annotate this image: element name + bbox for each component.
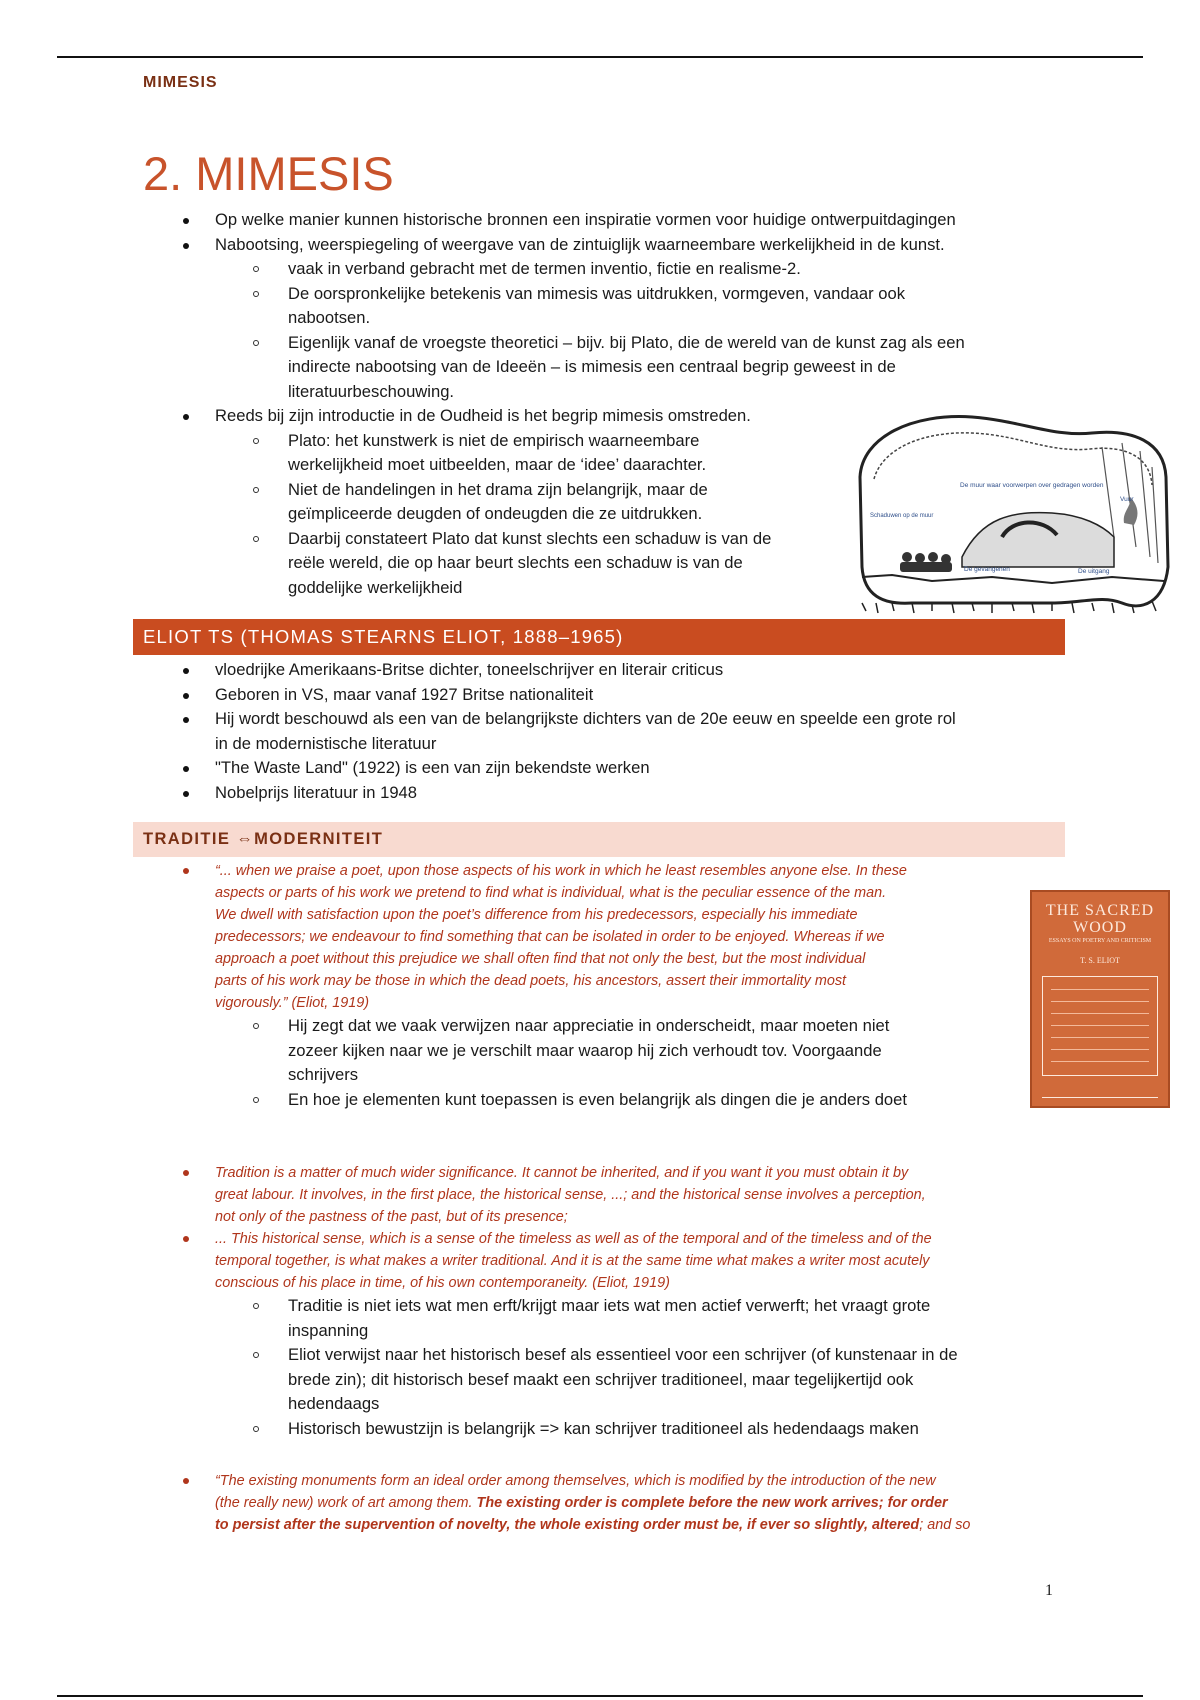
bullet-icon <box>183 243 189 249</box>
bullet-icon <box>183 1478 189 1484</box>
cave-label-wall: De muur waar voorwerpen over gedragen worden <box>960 482 1104 489</box>
cave-label-fire: Vuur <box>1120 496 1134 503</box>
traditie-quote-4-block <box>0 1470 1200 1536</box>
traditie-section-heading: TRADITIE ⇔MODERNITEIT <box>133 822 1065 857</box>
bullet-icon <box>183 414 189 420</box>
sub-list-item: Eigenlijk vanaf de vroegste theoretici – bijv. bij Plato, die de wereld van de kunst zag als een indirecte nabootsing van de Ideeën – is mimesis een centraal begrip geweest in de literatuurbeschouwing. <box>0 331 1200 405</box>
sub-list-item: Hij zegt dat we vaak verwijzen naar appreciatie in onderscheidt, maar moeten niet zozeer kijken naar we je verschilt maar waarop hij zich verhoudt tov. Voorgaande schrijvers <box>0 1014 1200 1088</box>
bullet-icon <box>183 1236 189 1242</box>
sub-list-item: Traditie is niet iets wat men erft/krijgt maar iets wat men actief verwerft; het vraagt grote inspanning <box>0 1294 1200 1343</box>
sub-list-item: En hoe je elementen kunt toepassen is even belangrijk als dingen die je anders doet <box>0 1088 1200 1113</box>
page-number: 1 <box>1045 1582 1053 1599</box>
running-header: MIMESIS <box>143 74 218 91</box>
sub-list-item: Niet de handelingen in het drama zijn belangrijk, maar de geïmpliceerde deugden of ondeugden die ze uitdrukken. <box>0 478 1200 527</box>
book-title: THE SACRED WOOD <box>1045 902 1155 936</box>
cave-label-shadows: Schaduwen op de muur <box>870 513 934 519</box>
list-item: vloedrijke Amerikaans-Britse dichter, toneelschrijver en literair criticus <box>0 658 1200 683</box>
book-blurb-box <box>1042 976 1158 1076</box>
bullet-icon <box>183 218 189 224</box>
cave-label-exit: De uitgang <box>1078 568 1110 575</box>
circle-bullet-icon <box>253 340 259 346</box>
eliot-section <box>0 658 1200 805</box>
bullet-icon <box>183 791 189 797</box>
top-rule <box>57 56 1143 58</box>
book-publisher-line <box>1042 1097 1158 1098</box>
sub-list-item: vaak in verband gebracht met de termen inventio, fictie en realisme-2. <box>0 257 1200 282</box>
sacred-wood-book-cover <box>1030 890 1170 1108</box>
list-item: Reeds bij zijn introductie in de Oudheid is het begrip mimesis omstreden. <box>0 404 1200 429</box>
sub-list-item: Plato: het kunstwerk is niet de empirisch waarneembare werkelijkheid moet uitbeelden, maar de ‘idee’ daarachter. <box>0 429 1200 478</box>
bullet-icon <box>183 868 189 874</box>
page-title: 2. MIMESIS <box>143 147 394 200</box>
circle-bullet-icon <box>253 487 259 493</box>
traditie-quote-1-block <box>0 860 1200 1112</box>
circle-bullet-icon <box>253 1352 259 1358</box>
sub-list-item: Historisch bewustzijn is belangrijk => kan schrijver traditioneel als hedendaags maken <box>0 1417 1200 1442</box>
circle-bullet-icon <box>253 1303 259 1309</box>
circle-bullet-icon <box>253 266 259 272</box>
quote-item: “... when we praise a poet, upon those aspects of his work in which he least resembles anyone else. In these aspects or parts of his work we pretend to find what is individual, what is the peculiar essence of the man. We dwell with satisfaction upon the poet’s difference from his predecessors, especially his immediate predecessors; we endeavour to find something that can be isolated in order to be enjoyed. Whereas if we approach a poet without this prejudice we shall often find that not only the best, but the most individual parts of his work may be those in which the dead poets, his ancestors, assert their immortality most vigorously.” (Eliot, 1919) <box>0 860 1200 1014</box>
sub-list-item: Eliot verwijst naar het historisch besef als essentieel voor een schrijver (of kunstenaar in de brede zin); dit historisch besef maakt een schrijver traditioneel, maar tegelijkertijd ook hedendaags <box>0 1343 1200 1417</box>
circle-bullet-icon <box>253 536 259 542</box>
sub-list-item: De oorspronkelijke betekenis van mimesis was uitdrukken, vormgeven, vandaar ook nabootsen. <box>0 282 1200 331</box>
bottom-rule <box>57 1695 1143 1697</box>
traditie-quote-2-block <box>0 1162 1200 1441</box>
book-author: T. S. ELIOT <box>1080 956 1120 965</box>
quote-item: ... This historical sense, which is a sense of the timeless as well as of the temporal and of the timeless and of the temporal together, is what makes a writer traditional. And it is at the same time what makes a writer most acutely conscious of his place in time, of his own contemporaneity. (Eliot, 1919) <box>0 1228 1200 1294</box>
circle-bullet-icon <box>253 1426 259 1432</box>
bullet-icon <box>183 1170 189 1176</box>
circle-bullet-icon <box>253 1097 259 1103</box>
list-item: Nabootsing, weerspiegeling of weergave van de zintuiglijk waarneembare werkelijkheid in de kunst. <box>0 233 1200 258</box>
plato-cave-illustration <box>852 407 1172 617</box>
cave-label-prisoners: De gevangenen <box>964 566 1010 573</box>
eliot-list <box>0 658 1200 805</box>
sub-list-item: Daarbij constateert Plato dat kunst slechts een schaduw is van de reële wereld, die op haar beurt slechts een schaduw is van de goddelijke werkelijkheid <box>0 527 1200 601</box>
circle-bullet-icon <box>253 291 259 297</box>
book-subtitle: ESSAYS ON POETRY AND CRITICISM <box>1048 938 1152 944</box>
bullet-icon <box>183 766 189 772</box>
list-item: Nobelprijs literatuur in 1948 <box>0 781 1200 806</box>
quote-item: “The existing monuments form an ideal order among themselves, which is modified by the introduction of the new (the really new) work of art among them. The existing order is complete before the new work arrives; for order to persist after the supervention of novelty, the whole existing order must be, if ever so slightly, altered; and so <box>0 1470 1200 1536</box>
eliot-section-heading: ELIOT TS (THOMAS STEARNS ELIOT, 1888–1965) <box>133 619 1065 655</box>
list-item: Hij wordt beschouwd als een van de belangrijkste dichters van de 20e eeuw en speelde een grote rol in de modernistische literatuur <box>0 707 1200 756</box>
bullet-icon <box>183 693 189 699</box>
bullet-icon <box>183 668 189 674</box>
quote-item: Tradition is a matter of much wider significance. It cannot be inherited, and if you want it you must obtain it by great labour. It involves, in the first place, the historical sense, ...; and the historical sense involves a perception, not only of the pastness of the past, but of its presence; <box>0 1162 1200 1228</box>
list-item: "The Waste Land" (1922) is een van zijn bekendste werken <box>0 756 1200 781</box>
bullet-icon <box>183 717 189 723</box>
list-item: Op welke manier kunnen historische bronnen een inspiratie vormen voor huidige ontwerpuitdagingen <box>0 208 1200 233</box>
circle-bullet-icon <box>253 438 259 444</box>
circle-bullet-icon <box>253 1023 259 1029</box>
list-item: Geboren in VS, maar vanaf 1927 Britse nationaliteit <box>0 683 1200 708</box>
